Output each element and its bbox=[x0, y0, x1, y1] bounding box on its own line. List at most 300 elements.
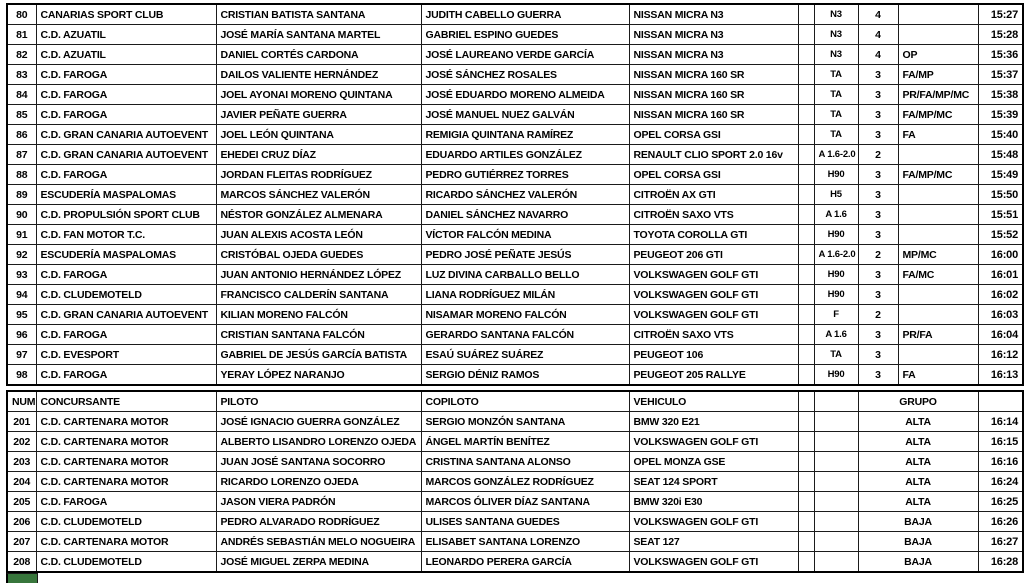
cell-piloto: JUAN ALEXIS ACOSTA LEÓN bbox=[216, 225, 421, 245]
cell-time: 16:26 bbox=[978, 512, 1023, 532]
cell-vehiculo: NISSAN MICRA N3 bbox=[629, 4, 798, 25]
cell-trophies: MP/MC bbox=[898, 245, 978, 265]
cell-class-count: 3 bbox=[858, 165, 898, 185]
header-num: NUM bbox=[7, 391, 36, 412]
cell-piloto: CRISTÓBAL OJEDA GUEDES bbox=[216, 245, 421, 265]
cell-piloto: YERAY LÓPEZ NARANJO bbox=[216, 365, 421, 386]
cell-class-count: 3 bbox=[858, 125, 898, 145]
cell-entry-number: 88 bbox=[7, 165, 36, 185]
cell-concursante: C.D. GRAN CANARIA AUTOEVENT bbox=[36, 125, 216, 145]
cell-copiloto: JOSÉ MANUEL NUEZ GALVÁN bbox=[421, 105, 629, 125]
cell-entry-number: 82 bbox=[7, 45, 36, 65]
entry-list-sheet bbox=[6, 3, 1024, 583]
entry-row bbox=[7, 472, 1023, 492]
cell-time: 15:49 bbox=[978, 165, 1023, 185]
cell-entry-number: 83 bbox=[7, 65, 36, 85]
entry-row bbox=[7, 432, 1023, 452]
cell-spacer bbox=[798, 45, 814, 65]
entry-row bbox=[7, 165, 1023, 185]
cell-time: 15:27 bbox=[978, 4, 1023, 25]
cell-spacer-1 bbox=[798, 512, 814, 532]
cell-grupo-class: TA bbox=[814, 345, 858, 365]
entry-row bbox=[7, 145, 1023, 165]
cell-copiloto: LEONARDO PERERA GARCÍA bbox=[421, 552, 629, 573]
entry-row bbox=[7, 325, 1023, 345]
cell-spacer bbox=[798, 165, 814, 185]
cell-time: 16:02 bbox=[978, 285, 1023, 305]
cell-concursante: C.D. FAROGA bbox=[36, 365, 216, 386]
cell-concursante: C.D. FAROGA bbox=[36, 105, 216, 125]
cell-vehiculo: SEAT 124 SPORT bbox=[629, 472, 798, 492]
cell-trophies: FA/MC bbox=[898, 265, 978, 285]
cell-trophies: FA bbox=[898, 125, 978, 145]
cell-copiloto: JUDITH CABELLO GUERRA bbox=[421, 4, 629, 25]
cell-concursante: C.D. FAN MOTOR T.C. bbox=[36, 225, 216, 245]
entry-row bbox=[7, 305, 1023, 325]
cell-time: 16:01 bbox=[978, 265, 1023, 285]
cell-vehiculo: RENAULT CLIO SPORT 2.0 16v bbox=[629, 145, 798, 165]
cell-concursante: C.D. CLUDEMOTELD bbox=[36, 552, 216, 573]
entry-row bbox=[7, 265, 1023, 285]
cell-copiloto: GABRIEL ESPINO GUEDES bbox=[421, 25, 629, 45]
cell-grupo-class: H5 bbox=[814, 185, 858, 205]
cell-vehiculo: VOLKSWAGEN GOLF GTI bbox=[629, 265, 798, 285]
cell-entry-number: 206 bbox=[7, 512, 36, 532]
cell-concursante: C.D. PROPULSIÓN SPORT CLUB bbox=[36, 205, 216, 225]
cell-trophies: FA/MP/MC bbox=[898, 105, 978, 125]
cell-entry-number: 204 bbox=[7, 472, 36, 492]
cell-copiloto: REMIGIA QUINTANA RAMÍREZ bbox=[421, 125, 629, 145]
header-time-empty bbox=[978, 391, 1023, 412]
cell-class-count: 4 bbox=[858, 45, 898, 65]
header-copiloto: COPILOTO bbox=[421, 391, 629, 412]
cell-spacer bbox=[798, 345, 814, 365]
cell-concursante: C.D. FAROGA bbox=[36, 492, 216, 512]
cell-spacer bbox=[798, 25, 814, 45]
cell-grupo-class: F bbox=[814, 305, 858, 325]
header-vehiculo: VEHICULO bbox=[629, 391, 798, 412]
cell-vehiculo: TOYOTA COROLLA GTI bbox=[629, 225, 798, 245]
cell-piloto: JOEL AYONAI MORENO QUINTANA bbox=[216, 85, 421, 105]
cell-vehiculo: OPEL MONZA GSE bbox=[629, 452, 798, 472]
cell-spacer-2 bbox=[814, 552, 858, 573]
cell-spacer-1 bbox=[798, 552, 814, 573]
cell-trophies bbox=[898, 305, 978, 325]
entry-row bbox=[7, 245, 1023, 265]
cell-entry-number: 89 bbox=[7, 185, 36, 205]
entry-row bbox=[7, 125, 1023, 145]
cell-grupo-class: TA bbox=[814, 105, 858, 125]
cell-vehiculo: NISSAN MICRA 160 SR bbox=[629, 105, 798, 125]
cell-copiloto: RICARDO SÁNCHEZ VALERÓN bbox=[421, 185, 629, 205]
cell-spacer-1 bbox=[798, 492, 814, 512]
cell-time: 15:48 bbox=[978, 145, 1023, 165]
cell-piloto: JOEL LEÓN QUINTANA bbox=[216, 125, 421, 145]
cell-time: 16:13 bbox=[978, 365, 1023, 386]
cell-spacer-1 bbox=[798, 452, 814, 472]
cell-grupo-alta-baja: ALTA bbox=[858, 432, 978, 452]
cell-concursante: C.D. CARTENARA MOTOR bbox=[36, 532, 216, 552]
cell-spacer bbox=[798, 185, 814, 205]
cell-trophies: FA/MP bbox=[898, 65, 978, 85]
entry-row bbox=[7, 532, 1023, 552]
cell-entry-number: 84 bbox=[7, 85, 36, 105]
entry-row bbox=[7, 205, 1023, 225]
cell-concursante: ESCUDERÍA MASPALOMAS bbox=[36, 185, 216, 205]
cell-spacer-1 bbox=[798, 432, 814, 452]
cell-entry-number: 86 bbox=[7, 125, 36, 145]
cell-copiloto: EDUARDO ARTILES GONZÁLEZ bbox=[421, 145, 629, 165]
cell-copiloto: JOSÉ EDUARDO MORENO ALMEIDA bbox=[421, 85, 629, 105]
cell-concursante: C.D. FAROGA bbox=[36, 265, 216, 285]
cell-entry-number: 201 bbox=[7, 412, 36, 432]
cell-grupo-alta-baja: BAJA bbox=[858, 552, 978, 573]
cell-grupo-class: A 1.6-2.0 bbox=[814, 145, 858, 165]
cell-vehiculo: VOLKSWAGEN GOLF GTI bbox=[629, 432, 798, 452]
cell-piloto: JAVIER PEÑATE GUERRA bbox=[216, 105, 421, 125]
cell-piloto: JOSÉ MIGUEL ZERPA MEDINA bbox=[216, 552, 421, 573]
cell-time: 15:39 bbox=[978, 105, 1023, 125]
cell-spacer bbox=[798, 85, 814, 105]
cell-concursante: C.D. EVESPORT bbox=[36, 345, 216, 365]
cell-entry-number: 94 bbox=[7, 285, 36, 305]
header-spacer-1 bbox=[798, 391, 814, 412]
cell-time: 15:50 bbox=[978, 185, 1023, 205]
cell-time: 16:15 bbox=[978, 432, 1023, 452]
cell-class-count: 3 bbox=[858, 325, 898, 345]
cell-concursante: C.D. FAROGA bbox=[36, 65, 216, 85]
cell-entry-number: 202 bbox=[7, 432, 36, 452]
cell-spacer-2 bbox=[814, 452, 858, 472]
cell-grupo-class: A 1.6-2.0 bbox=[814, 245, 858, 265]
header-concursante: CONCURSANTE bbox=[36, 391, 216, 412]
cell-concursante: C.D. FAROGA bbox=[36, 165, 216, 185]
cell-class-count: 4 bbox=[858, 25, 898, 45]
entry-row bbox=[7, 65, 1023, 85]
cell-spacer-1 bbox=[798, 472, 814, 492]
cell-time: 16:03 bbox=[978, 305, 1023, 325]
cell-spacer bbox=[798, 145, 814, 165]
cell-class-count: 3 bbox=[858, 65, 898, 85]
cell-entry-number: 92 bbox=[7, 245, 36, 265]
cell-entry-number: 93 bbox=[7, 265, 36, 285]
cell-entry-number: 87 bbox=[7, 145, 36, 165]
cell-vehiculo: BMW 320 E21 bbox=[629, 412, 798, 432]
cell-grupo-class: TA bbox=[814, 125, 858, 145]
cell-time: 16:27 bbox=[978, 532, 1023, 552]
cell-trophies bbox=[898, 4, 978, 25]
cell-piloto: PEDRO ALVARADO RODRÍGUEZ bbox=[216, 512, 421, 532]
cell-time: 15:51 bbox=[978, 205, 1023, 225]
cell-grupo-class: N3 bbox=[814, 45, 858, 65]
cell-concursante: C.D. CLUDEMOTELD bbox=[36, 285, 216, 305]
cell-spacer-1 bbox=[798, 532, 814, 552]
cell-vehiculo: PEUGEOT 206 GTI bbox=[629, 245, 798, 265]
cell-concursante: C.D. CLUDEMOTELD bbox=[36, 512, 216, 532]
cell-piloto: JASON VIERA PADRÓN bbox=[216, 492, 421, 512]
cell-piloto: RICARDO LORENZO OJEDA bbox=[216, 472, 421, 492]
cell-vehiculo: OPEL CORSA GSI bbox=[629, 125, 798, 145]
entry-row bbox=[7, 552, 1023, 573]
cell-time: 15:40 bbox=[978, 125, 1023, 145]
cell-trophies bbox=[898, 205, 978, 225]
cell-vehiculo: VOLKSWAGEN GOLF GTI bbox=[629, 305, 798, 325]
cell-vehiculo: VOLKSWAGEN GOLF GTI bbox=[629, 285, 798, 305]
cell-piloto: CRISTIAN SANTANA FALCÓN bbox=[216, 325, 421, 345]
entry-row bbox=[7, 412, 1023, 432]
cell-piloto: DAILOS VALIENTE HERNÁNDEZ bbox=[216, 65, 421, 85]
cell-grupo-alta-baja: ALTA bbox=[858, 492, 978, 512]
cell-time: 15:36 bbox=[978, 45, 1023, 65]
cell-entry-number: 90 bbox=[7, 205, 36, 225]
cell-class-count: 3 bbox=[858, 105, 898, 125]
cell-concursante: CANARIAS SPORT CLUB bbox=[36, 4, 216, 25]
entry-table-rows-80-98 bbox=[6, 3, 1024, 386]
cell-piloto: ANDRÉS SEBASTIÁN MELO NOGUEIRA bbox=[216, 532, 421, 552]
cell-copiloto: JOSÉ SÁNCHEZ ROSALES bbox=[421, 65, 629, 85]
cell-piloto: CRISTIAN BATISTA SANTANA bbox=[216, 4, 421, 25]
cell-spacer bbox=[798, 365, 814, 386]
cell-time: 16:12 bbox=[978, 345, 1023, 365]
cell-concursante: C.D. CARTENARA MOTOR bbox=[36, 472, 216, 492]
cell-grupo-alta-baja: ALTA bbox=[858, 452, 978, 472]
cell-class-count: 3 bbox=[858, 185, 898, 205]
cell-spacer-1 bbox=[798, 412, 814, 432]
cell-vehiculo: OPEL CORSA GSI bbox=[629, 165, 798, 185]
cell-copiloto: ELISABET SANTANA LORENZO bbox=[421, 532, 629, 552]
cell-concursante: C.D. FAROGA bbox=[36, 325, 216, 345]
cell-piloto: JUAN JOSÉ SANTANA SOCORRO bbox=[216, 452, 421, 472]
entry-row bbox=[7, 185, 1023, 205]
entry-row bbox=[7, 285, 1023, 305]
cell-entry-number: 96 bbox=[7, 325, 36, 345]
cell-time: 16:25 bbox=[978, 492, 1023, 512]
cell-class-count: 3 bbox=[858, 365, 898, 386]
cell-class-count: 3 bbox=[858, 205, 898, 225]
cell-copiloto: SERGIO DÉNIZ RAMOS bbox=[421, 365, 629, 386]
cell-grupo-class: TA bbox=[814, 65, 858, 85]
cell-trophies bbox=[898, 145, 978, 165]
cell-grupo-class: H90 bbox=[814, 265, 858, 285]
cell-entry-number: 208 bbox=[7, 552, 36, 573]
cell-grupo-alta-baja: BAJA bbox=[858, 512, 978, 532]
cell-piloto: KILIAN MORENO FALCÓN bbox=[216, 305, 421, 325]
cell-concursante: C.D. FAROGA bbox=[36, 85, 216, 105]
cell-copiloto: DANIEL SÁNCHEZ NAVARRO bbox=[421, 205, 629, 225]
cell-copiloto: LUZ DIVINA CARBALLO BELLO bbox=[421, 265, 629, 285]
cell-copiloto: ÁNGEL MARTÍN BENÍTEZ bbox=[421, 432, 629, 452]
header-grupo: GRUPO bbox=[858, 391, 978, 412]
cell-piloto: FRANCISCO CALDERÍN SANTANA bbox=[216, 285, 421, 305]
cell-copiloto: GERARDO SANTANA FALCÓN bbox=[421, 325, 629, 345]
cell-grupo-class: N3 bbox=[814, 25, 858, 45]
cell-spacer-2 bbox=[814, 472, 858, 492]
cell-grupo-alta-baja: ALTA bbox=[858, 412, 978, 432]
cell-entry-number: 80 bbox=[7, 4, 36, 25]
cell-spacer bbox=[798, 325, 814, 345]
entry-row bbox=[7, 452, 1023, 472]
cell-copiloto: LIANA RODRÍGUEZ MILÁN bbox=[421, 285, 629, 305]
entry-table-regularidad bbox=[6, 390, 1024, 573]
cell-vehiculo: NISSAN MICRA N3 bbox=[629, 45, 798, 65]
cell-vehiculo: BMW 320i E30 bbox=[629, 492, 798, 512]
cell-spacer bbox=[798, 265, 814, 285]
cell-class-count: 3 bbox=[858, 225, 898, 245]
entry-row bbox=[7, 492, 1023, 512]
cell-grupo-alta-baja: ALTA bbox=[858, 472, 978, 492]
cell-time: 16:04 bbox=[978, 325, 1023, 345]
cell-vehiculo: NISSAN MICRA 160 SR bbox=[629, 65, 798, 85]
cell-grupo-class: A 1.6 bbox=[814, 325, 858, 345]
cell-trophies: OP bbox=[898, 45, 978, 65]
cell-time: 16:00 bbox=[978, 245, 1023, 265]
cell-trophies: PR/FA bbox=[898, 325, 978, 345]
cell-copiloto: MARCOS ÓLIVER DÍAZ SANTANA bbox=[421, 492, 629, 512]
cell-concursante: ESCUDERÍA MASPALOMAS bbox=[36, 245, 216, 265]
cell-copiloto: ESAÚ SUÁREZ SUÁREZ bbox=[421, 345, 629, 365]
cell-vehiculo: CITROËN AX GTI bbox=[629, 185, 798, 205]
cell-class-count: 2 bbox=[858, 305, 898, 325]
cell-time: 15:37 bbox=[978, 65, 1023, 85]
cell-piloto: JOSÉ MARÍA SANTANA MARTEL bbox=[216, 25, 421, 45]
cell-vehiculo: VOLKSWAGEN GOLF GTI bbox=[629, 512, 798, 532]
cell-piloto: JOSÉ IGNACIO GUERRA GONZÁLEZ bbox=[216, 412, 421, 432]
cell-trophies bbox=[898, 25, 978, 45]
cell-grupo-class: H90 bbox=[814, 365, 858, 386]
cell-entry-number: 203 bbox=[7, 452, 36, 472]
cell-spacer bbox=[798, 4, 814, 25]
cell-entry-number: 98 bbox=[7, 365, 36, 386]
cell-concursante: C.D. GRAN CANARIA AUTOEVENT bbox=[36, 145, 216, 165]
cell-class-count: 3 bbox=[858, 345, 898, 365]
cell-piloto: EHEDEI CRUZ DÍAZ bbox=[216, 145, 421, 165]
entry-row bbox=[7, 45, 1023, 65]
cell-time: 16:24 bbox=[978, 472, 1023, 492]
cell-piloto: GABRIEL DE JESÚS GARCÍA BATISTA bbox=[216, 345, 421, 365]
cell-spacer bbox=[798, 225, 814, 245]
cell-entry-number: 95 bbox=[7, 305, 36, 325]
cell-spacer bbox=[798, 305, 814, 325]
cell-trophies bbox=[898, 185, 978, 205]
entry-row bbox=[7, 365, 1023, 386]
cell-vehiculo: PEUGEOT 205 RALLYE bbox=[629, 365, 798, 386]
entry-row bbox=[7, 345, 1023, 365]
cell-grupo-class: H90 bbox=[814, 285, 858, 305]
cell-spacer bbox=[798, 205, 814, 225]
cell-copiloto: MARCOS GONZÁLEZ RODRÍGUEZ bbox=[421, 472, 629, 492]
cell-spacer-2 bbox=[814, 412, 858, 432]
cell-vehiculo: SEAT 127 bbox=[629, 532, 798, 552]
cell-grupo-class: H90 bbox=[814, 225, 858, 245]
cell-piloto: MARCOS SÁNCHEZ VALERÓN bbox=[216, 185, 421, 205]
cell-class-count: 2 bbox=[858, 145, 898, 165]
cell-entry-number: 85 bbox=[7, 105, 36, 125]
cell-grupo-class: A 1.6 bbox=[814, 205, 858, 225]
cell-vehiculo: CITROËN SAXO VTS bbox=[629, 205, 798, 225]
cell-concursante: C.D. CARTENARA MOTOR bbox=[36, 452, 216, 472]
cell-class-count: 4 bbox=[858, 4, 898, 25]
cell-trophies: PR/FA/MP/MC bbox=[898, 85, 978, 105]
cell-class-count: 2 bbox=[858, 245, 898, 265]
entry-row bbox=[7, 225, 1023, 245]
entry-row bbox=[7, 85, 1023, 105]
cell-piloto: ALBERTO LISANDRO LORENZO OJEDA bbox=[216, 432, 421, 452]
cell-spacer bbox=[798, 285, 814, 305]
cell-time: 16:16 bbox=[978, 452, 1023, 472]
cell-spacer bbox=[798, 105, 814, 125]
cell-vehiculo: VOLKSWAGEN GOLF GTI bbox=[629, 552, 798, 573]
cell-entry-number: 81 bbox=[7, 25, 36, 45]
cell-time: 16:28 bbox=[978, 552, 1023, 573]
cell-vehiculo: PEUGEOT 106 bbox=[629, 345, 798, 365]
cell-spacer bbox=[798, 245, 814, 265]
cell-grupo-class: H90 bbox=[814, 165, 858, 185]
cell-concursante: C.D. CARTENARA MOTOR bbox=[36, 432, 216, 452]
next-row-partial-highlight bbox=[6, 573, 38, 583]
cell-class-count: 3 bbox=[858, 265, 898, 285]
cell-concursante: C.D. GRAN CANARIA AUTOEVENT bbox=[36, 305, 216, 325]
cell-entry-number: 91 bbox=[7, 225, 36, 245]
cell-entry-number: 97 bbox=[7, 345, 36, 365]
cell-concursante: C.D. CARTENARA MOTOR bbox=[36, 412, 216, 432]
cell-concursante: C.D. AZUATIL bbox=[36, 25, 216, 45]
cell-copiloto: VÍCTOR FALCÓN MEDINA bbox=[421, 225, 629, 245]
cell-class-count: 3 bbox=[858, 85, 898, 105]
cell-copiloto: PEDRO JOSÉ PEÑATE JESÚS bbox=[421, 245, 629, 265]
cell-copiloto: NISAMAR MORENO FALCÓN bbox=[421, 305, 629, 325]
cell-trophies bbox=[898, 285, 978, 305]
cell-piloto: JORDAN FLEITAS RODRÍGUEZ bbox=[216, 165, 421, 185]
cell-time: 15:52 bbox=[978, 225, 1023, 245]
entry-row bbox=[7, 105, 1023, 125]
cell-grupo-class: TA bbox=[814, 85, 858, 105]
cell-grupo-alta-baja: BAJA bbox=[858, 532, 978, 552]
regularidad-header-row bbox=[7, 391, 1023, 412]
cell-vehiculo: NISSAN MICRA N3 bbox=[629, 25, 798, 45]
cell-entry-number: 207 bbox=[7, 532, 36, 552]
cell-time: 16:14 bbox=[978, 412, 1023, 432]
cell-copiloto: JOSÉ LAUREANO VERDE GARCÍA bbox=[421, 45, 629, 65]
entry-row bbox=[7, 512, 1023, 532]
cell-copiloto: ULISES SANTANA GUEDES bbox=[421, 512, 629, 532]
cell-piloto: NÉSTOR GONZÁLEZ ALMENARA bbox=[216, 205, 421, 225]
cell-spacer-2 bbox=[814, 532, 858, 552]
cell-spacer-2 bbox=[814, 432, 858, 452]
cell-piloto: JUAN ANTONIO HERNÁNDEZ LÓPEZ bbox=[216, 265, 421, 285]
cell-vehiculo: CITROËN SAXO VTS bbox=[629, 325, 798, 345]
cell-trophies bbox=[898, 225, 978, 245]
entry-row bbox=[7, 25, 1023, 45]
cell-time: 15:38 bbox=[978, 85, 1023, 105]
cell-trophies: FA/MP/MC bbox=[898, 165, 978, 185]
cell-spacer bbox=[798, 65, 814, 85]
cell-copiloto: PEDRO GUTIÉRREZ TORRES bbox=[421, 165, 629, 185]
cell-piloto: DANIEL CORTÉS CARDONA bbox=[216, 45, 421, 65]
cell-spacer-2 bbox=[814, 492, 858, 512]
cell-copiloto: CRISTINA SANTANA ALONSO bbox=[421, 452, 629, 472]
cell-vehiculo: NISSAN MICRA 160 SR bbox=[629, 85, 798, 105]
header-piloto: PILOTO bbox=[216, 391, 421, 412]
cell-concursante: C.D. AZUATIL bbox=[36, 45, 216, 65]
cell-spacer-2 bbox=[814, 512, 858, 532]
cell-trophies: FA bbox=[898, 365, 978, 386]
cell-class-count: 3 bbox=[858, 285, 898, 305]
cell-entry-number: 205 bbox=[7, 492, 36, 512]
cell-time: 15:28 bbox=[978, 25, 1023, 45]
header-spacer-2 bbox=[814, 391, 858, 412]
cell-trophies bbox=[898, 345, 978, 365]
cell-grupo-class: N3 bbox=[814, 4, 858, 25]
